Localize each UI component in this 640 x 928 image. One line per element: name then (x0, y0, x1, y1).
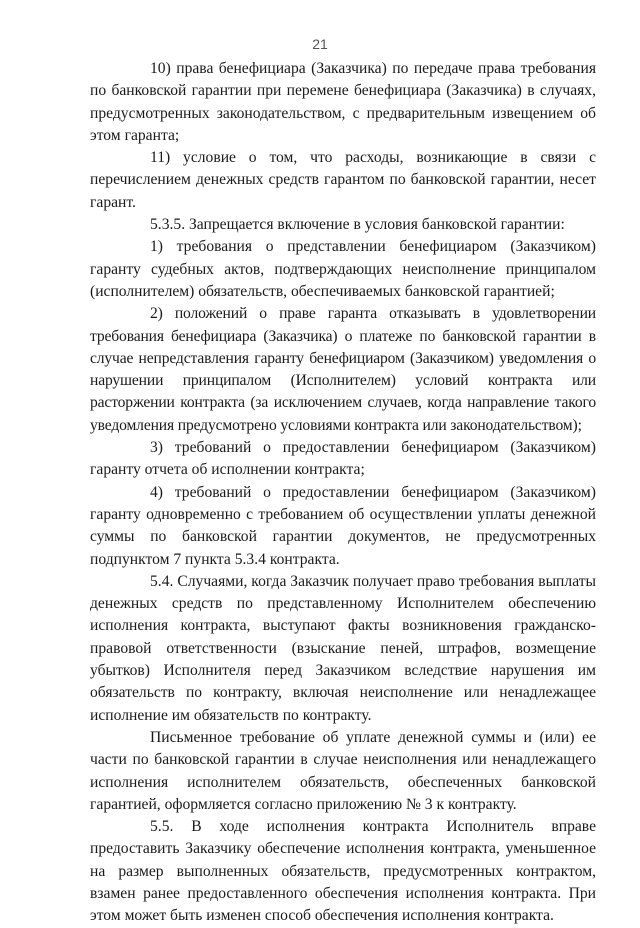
paragraph-written-demand: Письменное требование об уплате денежной суммы и (или) ее части по банковской гарантии в случае неисполнения или ненадлежащего исполнения исполнителем обязательств, обеспеченных банковской гарантией, оформляется согласно приложению № 3 к контракту. (90, 728, 596, 813)
paragraph-5-5: 5.5. В ходе исполнения контракта Исполнитель вправе предоставить Заказчику обеспечение исполнения контракта, уменьшенное на размер выполненных обязательств, предусмотренных контрактом, взамен ранее предоставленного обеспечения исполнения контракта. При этом может быть изменен способ обеспечения исполнения контракта. (90, 818, 596, 925)
paragraph-5-3-5: 5.3.5. Запрещается включение в условия банковской гарантии: (150, 216, 565, 234)
paragraph-prohibition-2: 2) положений о праве гаранта отказывать в удовлетворении требования бенефициара (Заказчика) о платеже по банковской гарантии в случае непредставления гаранту бенефициаром (Заказчиком) уведомления о нарушении принципалом (Исполнителем) условий контракта или расторжении контракта (за исключением случаев, когда направление такого уведомления предусмотрено условиями контракта или законодательством); (90, 305, 596, 434)
paragraph-prohibition-3: 3) требований о предоставлении бенефициаром (Заказчиком) гаранту отчета об исполнении контракта; (90, 439, 596, 479)
paragraph-5-4: 5.4. Случаями, когда Заказчик получает право требования выплаты денежных средств по представленному Исполнителем обеспечению исполнения контракта, выступают факты возникновения гражданско-правовой ответственности (взыскание пеней, штрафов, возмещение убытков) Исполнителя перед Заказчиком вследствие нарушения им обязательств по контракту, включая неисполнение или ненадлежащее исполнение им обязательств по контракту. (90, 572, 596, 724)
paragraph-prohibition-4: 4) требований о предоставлении бенефициаром (Заказчиком) гаранту одновременно с требованием об осуществлении уплаты денежной суммы по банковской гарантии документов, не предусмотренных подпунктом 7 пункта 5.3.4 контракта. (90, 483, 596, 568)
paragraph-prohibition-1: 1) требования о представлении бенефициаром (Заказчиком) гаранту судебных актов, подтверждающих неисполнение принципалом (исполнителем) обязательств, обеспечиваемых банковской гарантией; (90, 238, 596, 300)
page-number: 21 (312, 36, 328, 52)
document-body (90, 58, 596, 928)
paragraph-item-11: 11) условие о том, что расходы, возникающие в связи с перечислением денежных средств гарантом по банковской гарантии, несет гарант. (90, 149, 596, 211)
paragraph-item-10: 10) права бенефициара (Заказчика) по передаче права требования по банковской гарантии при перемене бенефициара (Заказчика) в случаях, предусмотренных законодательством, с предварительным извещением об этом гаранта; (90, 60, 596, 144)
